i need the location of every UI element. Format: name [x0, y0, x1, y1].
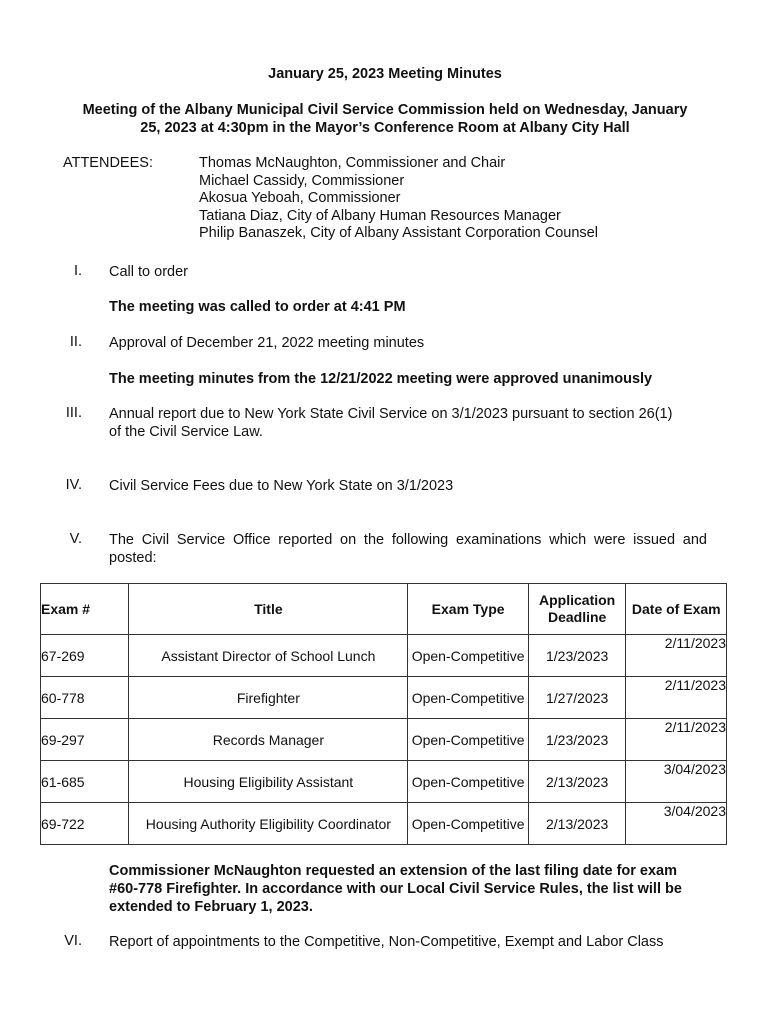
section-heading-line: Annual report due to New York State Civil Service on 3/1/2023 pursuant to section 26(1) — [109, 406, 673, 422]
section-note: The meeting was called to order at 4:41 PM — [109, 299, 406, 315]
extension-note-line: extended to February 1, 2023. — [109, 899, 313, 915]
column-header-title: Title — [129, 584, 408, 635]
cell-exam-date: 2/11/2023 — [626, 677, 727, 719]
table-row — [41, 761, 727, 803]
attendee: Akosua Yeboah, Commissioner — [199, 190, 401, 207]
section-heading — [109, 531, 707, 567]
cell-exam-date: 2/11/2023 — [626, 635, 727, 677]
cell-title: Firefighter — [129, 677, 408, 719]
cell-exam-date: 2/11/2023 — [626, 719, 727, 761]
attendees-list — [199, 155, 598, 243]
table-row — [41, 803, 727, 845]
section-heading-line: posted: — [109, 550, 157, 566]
attendee: Michael Cassidy, Commissioner — [199, 172, 405, 189]
cell-exam-type: Open-Competitive — [408, 635, 528, 677]
column-header-date: Date of Exam — [626, 584, 727, 635]
cell-title: Housing Authority Eligibility Coordinator — [129, 803, 408, 845]
section-heading: Report of appointments to the Competitive, Non-Competitive, Exempt and Labor Class — [109, 934, 664, 950]
extension-note — [109, 862, 719, 916]
cell-exam-type: Open-Competitive — [408, 761, 528, 803]
attendees-label: ATTENDEES: — [63, 155, 153, 171]
column-header-type: Exam Type — [408, 584, 528, 635]
extension-note-line: Commissioner McNaughton requested an extension of the last filing date for exam — [109, 863, 678, 879]
column-header-deadline — [528, 584, 626, 635]
exam-table — [40, 583, 727, 845]
cell-exam-number: 67-269 — [41, 635, 129, 677]
section-heading-line: of the Civil Service Law. — [109, 424, 263, 440]
section-heading: Civil Service Fees due to New York State on 3/1/2023 — [109, 478, 454, 494]
cell-exam-number: 69-722 — [41, 803, 129, 845]
cell-exam-type: Open-Competitive — [408, 719, 528, 761]
cell-deadline: 2/13/2023 — [528, 761, 626, 803]
section-heading-line: The Civil Service Office reported on the following examinations which were issued and — [109, 532, 707, 548]
section-number: VI. — [64, 933, 82, 949]
section-number: IV. — [65, 477, 82, 493]
cell-deadline: 1/23/2023 — [528, 719, 626, 761]
section-number: I. — [73, 263, 82, 279]
table-row — [41, 719, 727, 761]
table-row — [41, 635, 727, 677]
cell-deadline: 1/23/2023 — [528, 635, 626, 677]
section-heading: Approval of December 21, 2022 meeting minutes — [109, 335, 425, 351]
cell-title: Housing Eligibility Assistant — [129, 761, 408, 803]
section-heading — [109, 405, 709, 441]
section-heading: Call to order — [109, 264, 188, 280]
meeting-description-line: 25, 2023 at 4:30pm in the Mayor’s Conference Room at Albany City Hall — [140, 120, 630, 136]
section-number: III. — [65, 405, 82, 421]
section-number: II. — [69, 334, 82, 350]
attendee: Tatiana Diaz, City of Albany Human Resources Manager — [199, 207, 561, 224]
column-header-exam: Exam # — [41, 584, 129, 635]
attendee: Philip Banaszek, City of Albany Assistant Corporation Counsel — [199, 225, 598, 242]
cell-exam-type: Open-Competitive — [408, 803, 528, 845]
cell-exam-number: 61-685 — [41, 761, 129, 803]
column-header-deadline-line: Deadline — [547, 609, 607, 625]
column-header-deadline-line: Application — [539, 592, 616, 608]
cell-exam-number: 60-778 — [41, 677, 129, 719]
cell-exam-number: 69-297 — [41, 719, 129, 761]
cell-deadline: 1/27/2023 — [528, 677, 626, 719]
page-title: January 25, 2023 Meeting Minutes — [268, 66, 502, 82]
table-row — [41, 677, 727, 719]
cell-deadline: 2/13/2023 — [528, 803, 626, 845]
cell-exam-date: 3/04/2023 — [626, 761, 727, 803]
cell-exam-type: Open-Competitive — [408, 677, 528, 719]
section-note: The meeting minutes from the 12/21/2022 meeting were approved unanimously — [109, 371, 653, 387]
section-number: V. — [69, 531, 82, 547]
meeting-description-line: Meeting of the Albany Municipal Civil Service Commission held on Wednesday, January — [82, 102, 688, 118]
cell-title: Assistant Director of School Lunch — [129, 635, 408, 677]
meeting-description — [50, 101, 720, 137]
table-header-row — [41, 584, 727, 635]
cell-exam-date: 3/04/2023 — [626, 803, 727, 845]
attendee: Thomas McNaughton, Commissioner and Chair — [199, 155, 506, 171]
cell-title: Records Manager — [129, 719, 408, 761]
extension-note-line: #60-778 Firefighter. In accordance with our Local Civil Service Rules, the list will be — [109, 881, 682, 897]
